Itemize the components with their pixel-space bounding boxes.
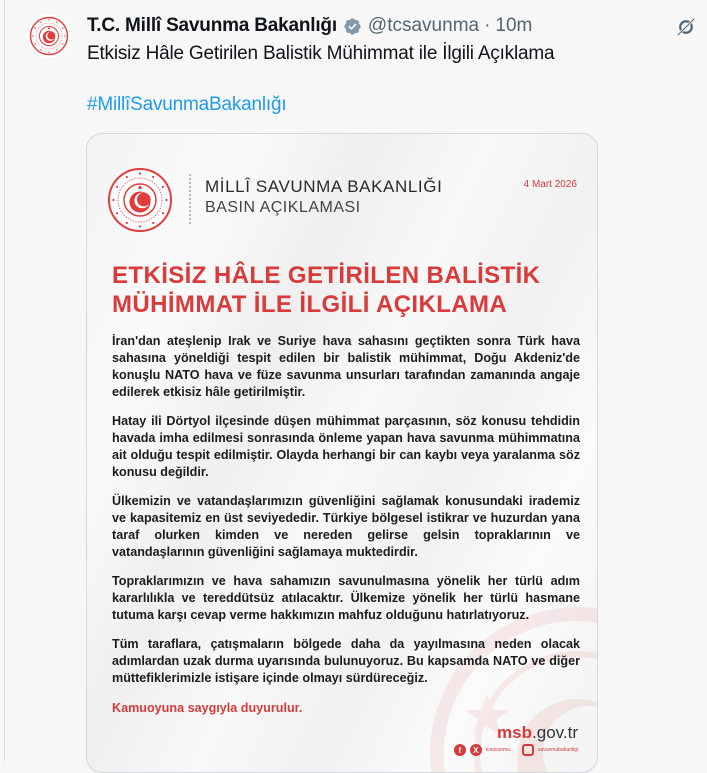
twitter-handle: tcsavunma (485, 747, 510, 753)
grok-icon (675, 16, 697, 38)
document-paragraph: Ülkemizin ve vatandaşlarımızın güvenliğini sağlamak konusundaki irademiz ve kapasitemiz en üst seviyededir. Türkiye bölgesel istikrar ve huzurdan yana taraf olurken kimden ve nereden gelirse gelsin topraklarının ve vatandaşlarının güvenliğini sağlamaya muktedirdir. (112, 494, 580, 559)
x-icon: X (470, 744, 482, 756)
document-paragraph: Tüm taraflara, çatışmaların bölgede daha da yayılmasına neden olacak adımlardan uzak durma uyarısında bulunuyoruz. Bu kapsamda NATO ve diğer müttefiklerimizle istişare içinde olmayı sürdüreceğiz. (112, 637, 580, 685)
instagram-icon (522, 744, 534, 756)
document-closing: Kamuoyuna saygıyla duyurulur. (112, 701, 303, 715)
document-title: ETKİSİZ HÂLE GETİRİLEN BALİSTİK MÜHİMMAT İLE İLGİLİ AÇIKLAMA (112, 262, 541, 318)
document-paragraph: Hatay ili Dörtyol ilçesinde düşen mühimmat parçasının, söz konusu tehdidin havada imha edilmesi sonrasında önleme yapan hava savunma mühimmatına ait olduğu tespit edilmiştir. Olayda herhangi bir can kaybı veya yaralanma söz konusu değildir. (112, 414, 580, 479)
hashtag-link[interactable]: #MillîSavunmaBakanlığı (87, 94, 287, 115)
timestamp[interactable]: 10m (495, 15, 533, 36)
instagram-handle: savunmabakanligi (537, 747, 578, 753)
site-domain: .gov.tr (532, 723, 578, 742)
tweet-text: Etkisiz Hâle Getirilen Balistik Mühimmat ile İlgili Açıklama (87, 43, 555, 64)
author-name[interactable]: T.C. Millî Savunma Bakanlığı (87, 15, 337, 36)
grok-button[interactable] (673, 14, 699, 40)
document-website (497, 723, 578, 743)
logo-divider (189, 174, 191, 224)
document-date: 4 Mart 2026 (523, 179, 577, 190)
msb-emblem-icon (29, 16, 69, 56)
document-org-name: MİLLÎ SAVUNMA BAKANLIĞI (205, 177, 443, 196)
facebook-icon: f (454, 744, 466, 756)
attached-image[interactable] (86, 133, 598, 773)
document-paragraph: İran'dan ateşlenip Irak ve Suriye hava sahasını geçtikten sonra Türk hava sahasına yöneldiği tespit edilen bir balistik mühimmat, Doğu Akdeniz'de konuşlu NATO hava ve füze savunma unsurları tarafından zamanında angaje edilerek etkisiz hâle getirilmiştir. (112, 334, 580, 399)
msb-logo-icon (107, 167, 173, 233)
document-body (112, 333, 580, 715)
document-paragraph: Topraklarımızın ve hava sahamızın savunulmasına yönelik her türlü adım kararlılıkla ve tereddütsüz atılacaktır. Ülkemize yönelik her türlü hasmane tutuma karşı cevap verme hakkımızın mahfuz olduğunu hatırlatıyoruz. (112, 574, 580, 622)
site-bold: msb (497, 723, 533, 742)
tweet[interactable] (4, 0, 707, 761)
tweet-header (87, 14, 687, 38)
separator-dot: · (484, 15, 491, 36)
document-subtitle: BASIN AÇIKLAMASI (205, 199, 361, 216)
verified-badge-icon[interactable] (343, 17, 362, 36)
author-avatar[interactable] (27, 14, 71, 58)
document-social (454, 744, 578, 756)
author-handle[interactable]: @tcsavunma (367, 15, 480, 36)
